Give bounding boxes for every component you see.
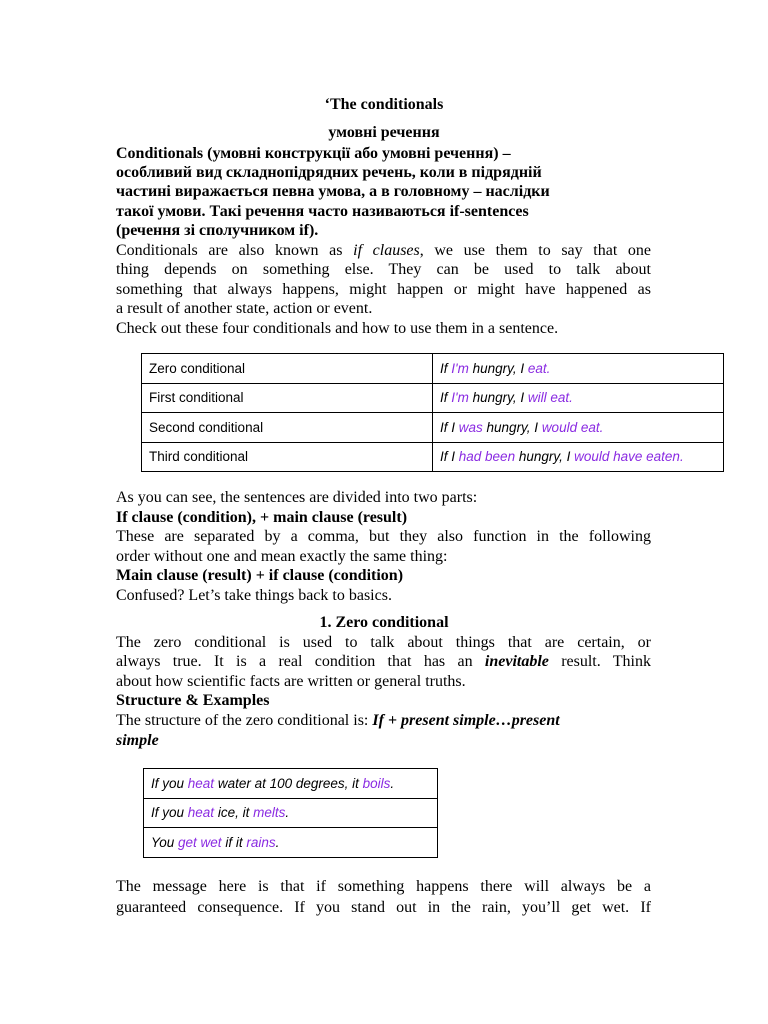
text-fragment: If [440, 360, 452, 376]
text-fragment: , we use them to say that one [419, 242, 652, 259]
para5: Confused? Let’s take things back to basics. [116, 587, 392, 604]
example-cell [144, 828, 438, 858]
document-subtitle: умовні речення [328, 124, 440, 141]
para6-line-1: The zero conditional is used to talk about things that are certain, or [116, 634, 651, 651]
example-cell [433, 354, 724, 384]
structure-heading: Structure & Examples [116, 692, 270, 709]
intro-line-1: Conditionals (умовні конструкції або умовні речення) – [116, 145, 511, 162]
formula-main-if: Main clause (result) + if clause (condition) [116, 567, 404, 584]
highlighted-verb: I'm [451, 360, 469, 376]
example-cell [433, 383, 724, 413]
text-fragment: hungry, I [482, 419, 542, 435]
text-fragment: You [151, 834, 179, 850]
highlighted-verb: would eat. [541, 419, 604, 435]
table-row [142, 383, 724, 413]
table-row [144, 828, 438, 858]
conditional-type-cell: Third conditional [142, 442, 433, 472]
text-fragment: always true. It is a real condition that has an [116, 653, 485, 670]
text-fragment: Conditionals are also known as [116, 242, 354, 259]
para7-line-1: The message here is that if something happens there will always be a [116, 878, 651, 895]
para3: As you can see, the sentences are divided into two parts: [116, 489, 478, 506]
conditional-type-cell: Second conditional [142, 413, 433, 443]
table-row [142, 354, 724, 384]
highlighted-verb: rains [246, 834, 276, 850]
formula-if-main: If clause (condition), + main clause (result) [116, 509, 408, 526]
structure-line-1 [116, 711, 560, 730]
text-fragment: . [275, 834, 280, 850]
section-zero-conditional-heading: 1. Zero conditional [319, 614, 449, 631]
highlighted-verb: heat [187, 805, 215, 821]
highlighted-verb: boils [362, 775, 391, 791]
highlighted-verb: I'm [451, 390, 469, 406]
table-row [144, 798, 438, 828]
highlighted-verb: melts [253, 805, 286, 821]
example-cell [433, 413, 724, 443]
text-fragment: The structure of the zero conditional is: [116, 712, 373, 729]
text-fragment: If you [151, 805, 188, 821]
para2: Check out these four conditionals and how to use them in a sentence. [116, 320, 559, 337]
text-fragment: . [390, 775, 395, 791]
emphasis: if clauses [353, 242, 420, 259]
para1-line-2: thing depends on something else. They can be used to talk about [116, 261, 651, 278]
highlighted-verb: heat [187, 775, 215, 791]
highlighted-verb: will eat. [527, 390, 573, 406]
example-cell [144, 798, 438, 828]
highlighted-verb: was [458, 419, 483, 435]
text-fragment: hungry, I [468, 390, 528, 406]
text-fragment: ice, it [214, 805, 254, 821]
text-fragment: result. Think [548, 653, 651, 670]
intro-line-5: (речення зі сполучником if). [116, 222, 319, 239]
intro-line-2: особливий вид складнопідрядних речень, коли в підрядній [116, 164, 542, 181]
para4-line-1: These are separated by a comma, but they also function in the following [116, 528, 651, 545]
text-fragment: If I [440, 419, 459, 435]
para1-line-1 [116, 241, 651, 260]
example-cell [144, 769, 438, 799]
table-row [144, 769, 438, 799]
structure-formula: If + present simple…present [372, 712, 560, 729]
conditionals-table [141, 353, 724, 472]
example-cell [433, 442, 724, 472]
para1-line-4: a result of another state, action or event. [116, 300, 373, 317]
text-fragment: if it [221, 834, 247, 850]
para1-line-3: something that always happens, might happen or might have happened as [116, 281, 651, 298]
highlighted-verb: eat. [527, 360, 551, 376]
structure-formula: simple [116, 732, 159, 749]
para6-line-3: about how scientific facts are written or general truths. [116, 673, 466, 690]
text-fragment: If I [440, 449, 459, 465]
text-fragment: hungry, I [515, 449, 575, 465]
highlighted-verb: had been [458, 449, 516, 465]
text-fragment: If [440, 390, 452, 406]
text-fragment: water at 100 degrees, it [214, 775, 363, 791]
table-row [142, 413, 724, 443]
text-fragment: hungry, I [468, 360, 528, 376]
highlighted-verb: would have eaten. [574, 449, 684, 465]
para6-line-2 [116, 652, 651, 671]
highlighted-verb: get wet [178, 834, 222, 850]
text-fragment: . [285, 805, 290, 821]
para4-line-2: order without one and mean exactly the same thing: [116, 548, 448, 565]
conditional-type-cell: First conditional [142, 383, 433, 413]
table-row [142, 442, 724, 472]
emphasis: inevitable [484, 653, 549, 670]
intro-line-4: такої умови. Такі речення часто називаються if-sentences [116, 203, 529, 220]
zero-conditional-examples-table [143, 768, 438, 858]
structure-line-2 [116, 731, 159, 750]
para7-line-2: guaranteed consequence. If you stand out in the rain, you’ll get wet. If [116, 899, 651, 916]
conditional-type-cell: Zero conditional [142, 354, 433, 384]
intro-line-3: частині виражається певна умова, а в головному – наслідки [116, 183, 550, 200]
text-fragment: If you [151, 775, 188, 791]
document-title: ‘The conditionals [324, 96, 444, 113]
